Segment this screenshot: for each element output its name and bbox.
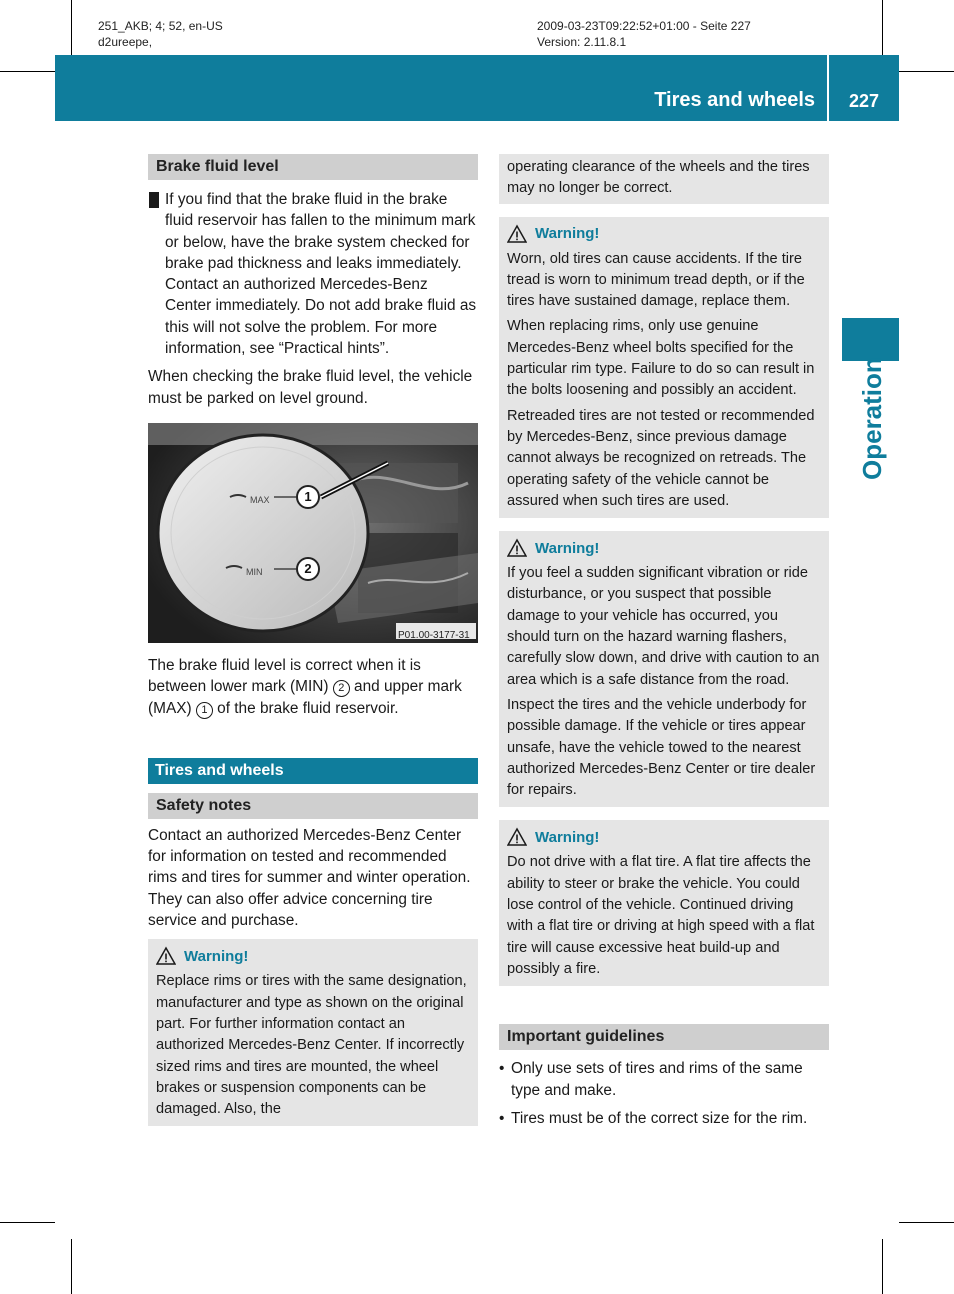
paragraph [148,655,478,719]
list-item [499,1108,829,1129]
warning-header [156,945,470,967]
crop-mark [71,0,72,55]
level-text: of the brake fluid reservoir. [217,699,399,717]
bullet-icon: • [499,1060,505,1078]
list-item [499,1058,829,1101]
left-column [148,154,478,1126]
warning-text: Replace rims or tires with the same designation, manufacturer and type as shown on the original part. For further information contact an authorized Mercedes-Benz Center. If incorrectly sized rims and tires are mounted, the wheel brakes or suspension components can be damaged. Also, the [156,973,467,1118]
right-column [499,154,829,1129]
warning-box [499,217,829,519]
engine-photo-icon [148,423,478,643]
warning-label: Warning! [184,947,249,965]
page-number: 227 [848,91,880,111]
warning-box [499,531,829,807]
min-mark-label: MIN [246,566,263,577]
warning-text: Do not drive with a flat tire. A flat tire affects the ability to steer or brake the vehicle. You could lose control of the vehicle. Continued driving with a flat tire or driving at high speed with a flat tire will cause excessive heat build-up and possibly a fire. [507,854,815,977]
warning-triangle-icon [507,538,527,558]
warning-triangle-icon [507,827,527,847]
warning-box [499,820,829,986]
section-heading-brake-fluid: Brake fluid level [148,154,478,180]
print-meta-left [98,18,223,50]
paragraph: When checking the brake fluid level, the vehicle must be parked on level ground. [148,368,473,407]
max-mark-label: MAX [250,494,270,505]
page-header [55,55,899,121]
caution-note [148,189,478,359]
level-text: The brake fluid level is correct when it is between lower mark (MIN) [148,656,421,696]
warning-box-continued [499,154,829,204]
chapter-tab [842,318,899,361]
warning-triangle-icon [156,946,176,966]
print-meta-line: Version: 2.11.8.1 [537,35,627,49]
list-item-text: Tires must be of the correct size for the rim. [511,1109,808,1127]
warning-label: Warning! [535,828,600,846]
level-text: and upper mark (MAX) [148,678,462,717]
callout-min: 2 [333,680,350,697]
warning-header [507,223,821,245]
image-code: P01.00-3177-31 [398,629,470,641]
crop-mark [899,1222,954,1223]
warning-text: operating clearance of the wheels and the tires may no longer be correct. [507,159,810,197]
list-item-text: Only use sets of tires and rims of the same type and make. [511,1060,803,1099]
print-meta-line: 251_AKB; 4; 52, en-US [98,19,223,33]
warning-label: Warning! [535,224,600,242]
warning-text: If you feel a sudden significant vibration or ride disturbance, or you suspect that possible damage to your vehicle has occurred, you should turn on the hazard warning flashers, carefully slow down, and drive with caution to an area which is a safe distance from the road. [507,565,820,688]
print-meta-line: d2ureepe, [98,35,153,49]
crop-mark [899,71,954,72]
guidelines-list [499,1058,829,1129]
warning-header [507,826,821,848]
crop-mark [882,1239,883,1294]
crop-mark [882,0,883,55]
warning-triangle-icon [507,224,527,244]
warning-text: When replacing rims, only use genuine Mercedes-Benz wheel bolts specified for the particular rim type. Failure to do so can result in the bolts loosening and possibly an accident. [507,318,815,399]
section-heading-guidelines: Important guidelines [499,1024,829,1050]
callout-1: 1 [304,488,312,504]
print-meta-right [537,18,751,50]
warning-text: Worn, old tires can cause accidents. If the tire tread is worn to minimum tread depth, or if the tires have sustained damage, replace them. [507,250,805,310]
crop-mark [0,71,55,72]
crop-mark [0,1222,55,1223]
crop-mark [71,1239,72,1294]
bullet-icon: • [499,1109,505,1127]
callout-2: 2 [304,560,312,576]
warning-text: Retreaded tires are not tested or recommended by Mercedes-Benz, since previous damage cannot always be recognized on retreads. The operating safety of the vehicle cannot be assured when such tires are used. [507,407,815,509]
brake-fluid-reservoir-image [148,423,478,643]
warning-box [148,939,478,1126]
header-title: Tires and wheels [654,89,815,111]
caution-text: If you find that the brake fluid in the brake fluid reservoir has fallen to the minimum mark or below, have the brake system checked for brake pad thickness and leaks immediately. Contact an authorized Mercedes-Benz Center immediately. Do not add brake fluid as this will not solve the problem. For more information, see “Practical hints”. [165,191,477,358]
warning-text: Inspect the tires and the vehicle underbody for possible damage. If the vehicle or tires appear unsafe, have the vehicle towed to the nearest authorized Mercedes-Benz Center or tire dealer for repairs. [507,696,816,799]
warning-label: Warning! [535,539,600,557]
section-heading-tires: Tires and wheels [148,758,478,784]
callout-max: 1 [196,702,213,719]
chapter-label: Operation [857,357,887,480]
print-meta-line: 2009-03-23T09:22:52+01:00 - Seite 227 [537,19,751,33]
paragraph: Contact an authorized Mercedes-Benz Center for information on tested and recommended rims and tires for summer and winter operation. They can also offer advice concerning tire service and purchase. [148,826,471,930]
exclamation-icon [149,192,159,208]
section-heading-safety: Safety notes [148,793,478,819]
warning-header [507,537,821,559]
